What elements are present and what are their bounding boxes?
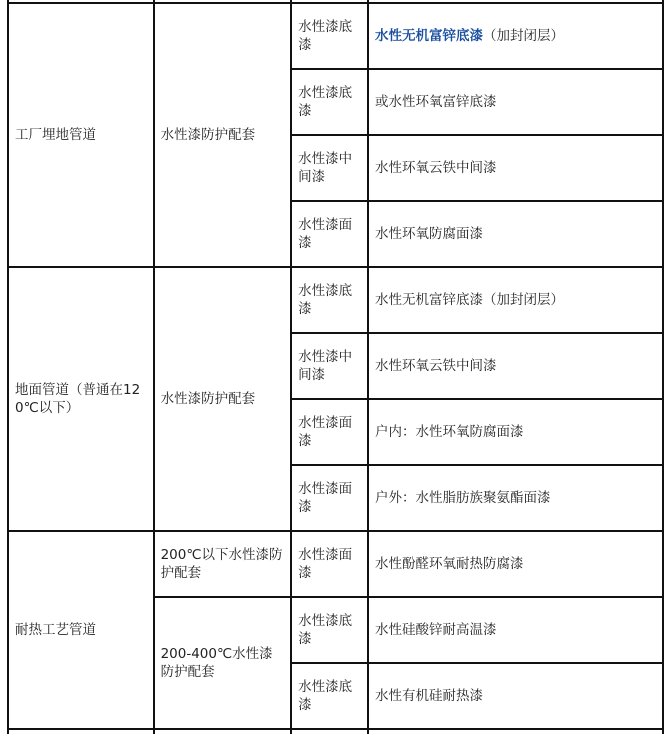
system-cell: 200-400℃水性漆防护配套 bbox=[154, 597, 292, 729]
table-cell-empty bbox=[154, 729, 292, 734]
table-row bbox=[8, 531, 663, 597]
table-row bbox=[8, 3, 663, 69]
pipeline-cell: 地面管道（普通在120℃以下） bbox=[8, 267, 154, 531]
product-suffix: （加封闭层） bbox=[482, 28, 564, 44]
layer-cell: 水性漆底漆 bbox=[291, 663, 368, 729]
table-cell-empty bbox=[8, 729, 154, 734]
layer-cell: 水性漆面漆 bbox=[291, 531, 368, 597]
product-cell: 水性环氧云铁中间漆 bbox=[368, 333, 663, 399]
product-cell bbox=[368, 3, 663, 69]
table-row-bottom-cutoff bbox=[8, 729, 663, 734]
system-cell: 200℃以下水性漆防护配套 bbox=[154, 531, 292, 597]
product-cell: 水性硅酸锌耐高温漆 bbox=[368, 597, 663, 663]
product-cell: 水性环氧云铁中间漆 bbox=[368, 135, 663, 201]
layer-cell: 水性漆底漆 bbox=[291, 3, 368, 69]
layer-cell: 水性漆底漆 bbox=[291, 69, 368, 135]
layer-cell: 水性漆面漆 bbox=[291, 465, 368, 531]
product-cell: 水性有机硅耐热漆 bbox=[368, 663, 663, 729]
table-cell-empty bbox=[291, 729, 368, 734]
system-cell: 水性漆防护配套 bbox=[154, 267, 292, 531]
product-cell: 水性酚醛环氧耐热防腐漆 bbox=[368, 531, 663, 597]
layer-cell: 水性漆中间漆 bbox=[291, 135, 368, 201]
table-cell-empty bbox=[368, 729, 663, 734]
product-cell: 户内：水性环氧防腐面漆 bbox=[368, 399, 663, 465]
product-cell: 户外：水性脂肪族聚氨酯面漆 bbox=[368, 465, 663, 531]
layer-cell: 水性漆面漆 bbox=[291, 201, 368, 267]
product-cell: 水性无机富锌底漆（加封闭层） bbox=[368, 267, 663, 333]
layer-cell: 水性漆底漆 bbox=[291, 597, 368, 663]
coating-spec-table bbox=[7, 0, 664, 734]
table-row bbox=[8, 267, 663, 333]
pipeline-cell: 耐热工艺管道 bbox=[8, 531, 154, 729]
table-wrapper bbox=[7, 0, 664, 734]
pipeline-cell: 工厂埋地管道 bbox=[8, 3, 154, 267]
system-cell: 水性漆防护配套 bbox=[154, 3, 292, 267]
product-cell: 水性环氧防腐面漆 bbox=[368, 201, 663, 267]
layer-cell: 水性漆面漆 bbox=[291, 399, 368, 465]
layer-cell: 水性漆中间漆 bbox=[291, 333, 368, 399]
layer-cell: 水性漆底漆 bbox=[291, 267, 368, 333]
product-cell: 或水性环氧富锌底漆 bbox=[368, 69, 663, 135]
product-link[interactable]: 水性无机富锌底漆 bbox=[374, 28, 483, 44]
